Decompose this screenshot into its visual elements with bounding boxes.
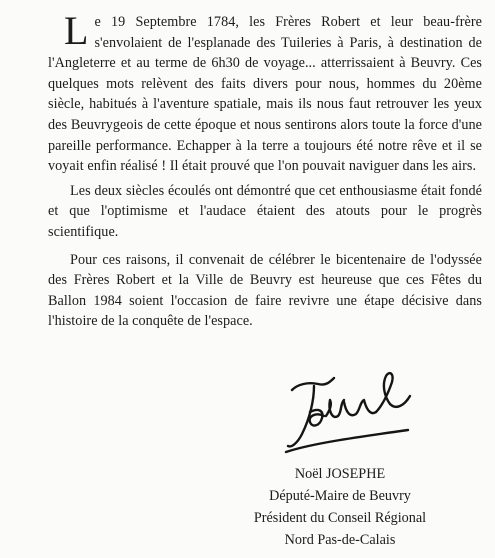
paragraph-1	[48, 8, 482, 177]
letter-body	[48, 8, 482, 332]
paragraph-3: Pour ces raisons, il convenait de célébrer le bicentenaire de l'odyssée des Frères Robert et la Ville de Beuvry est heureuse que ces Fêtes du Ballon 1984 soient l'occasion de faire revivre une étape décisive dans l'histoire de la conquête de l'espace.	[48, 251, 482, 330]
drop-cap: L	[64, 8, 89, 53]
signatory-block	[200, 463, 480, 551]
signatory-title-1: Député-Maire de Beuvry	[269, 488, 411, 504]
paragraph-1-text: e 19 Septembre 1784, les Frères Robert et leur beau-frère s'envolaient de l'esplanade des Tuileries à Paris, à destination de l'Angleterre et au terme de 6h30 de voyage... atterrissaient à Beuvry. Ces quelques mots relèvent des faits divers pour nous, hommes du 20ème siècle, habitués à l'aventure spatiale, mais ils nous faut retrouver les yeux des Beuvrygeois de cette époque et nous sentirons alors toute la force d'une pareille performance. Echapper à la terre a toujours été notre rêve et il se voyait enfin réalisé ! Il était prouvé que l'on pouvait naviguer dans les airs.	[48, 14, 482, 175]
signatory-name: Noël JOSEPHE	[294, 466, 386, 482]
signatory-title-3: Nord Pas-de-Calais	[284, 532, 396, 548]
signatory-title-2: Président du Conseil Régional	[253, 510, 427, 526]
paragraph-2: Les deux siècles écoulés ont démontré que cet enthousiasme était fondé et que l'optimisme et l'audace étaient des atouts pour le progrès scientifique.	[48, 182, 482, 240]
handwritten-signature	[280, 360, 420, 480]
